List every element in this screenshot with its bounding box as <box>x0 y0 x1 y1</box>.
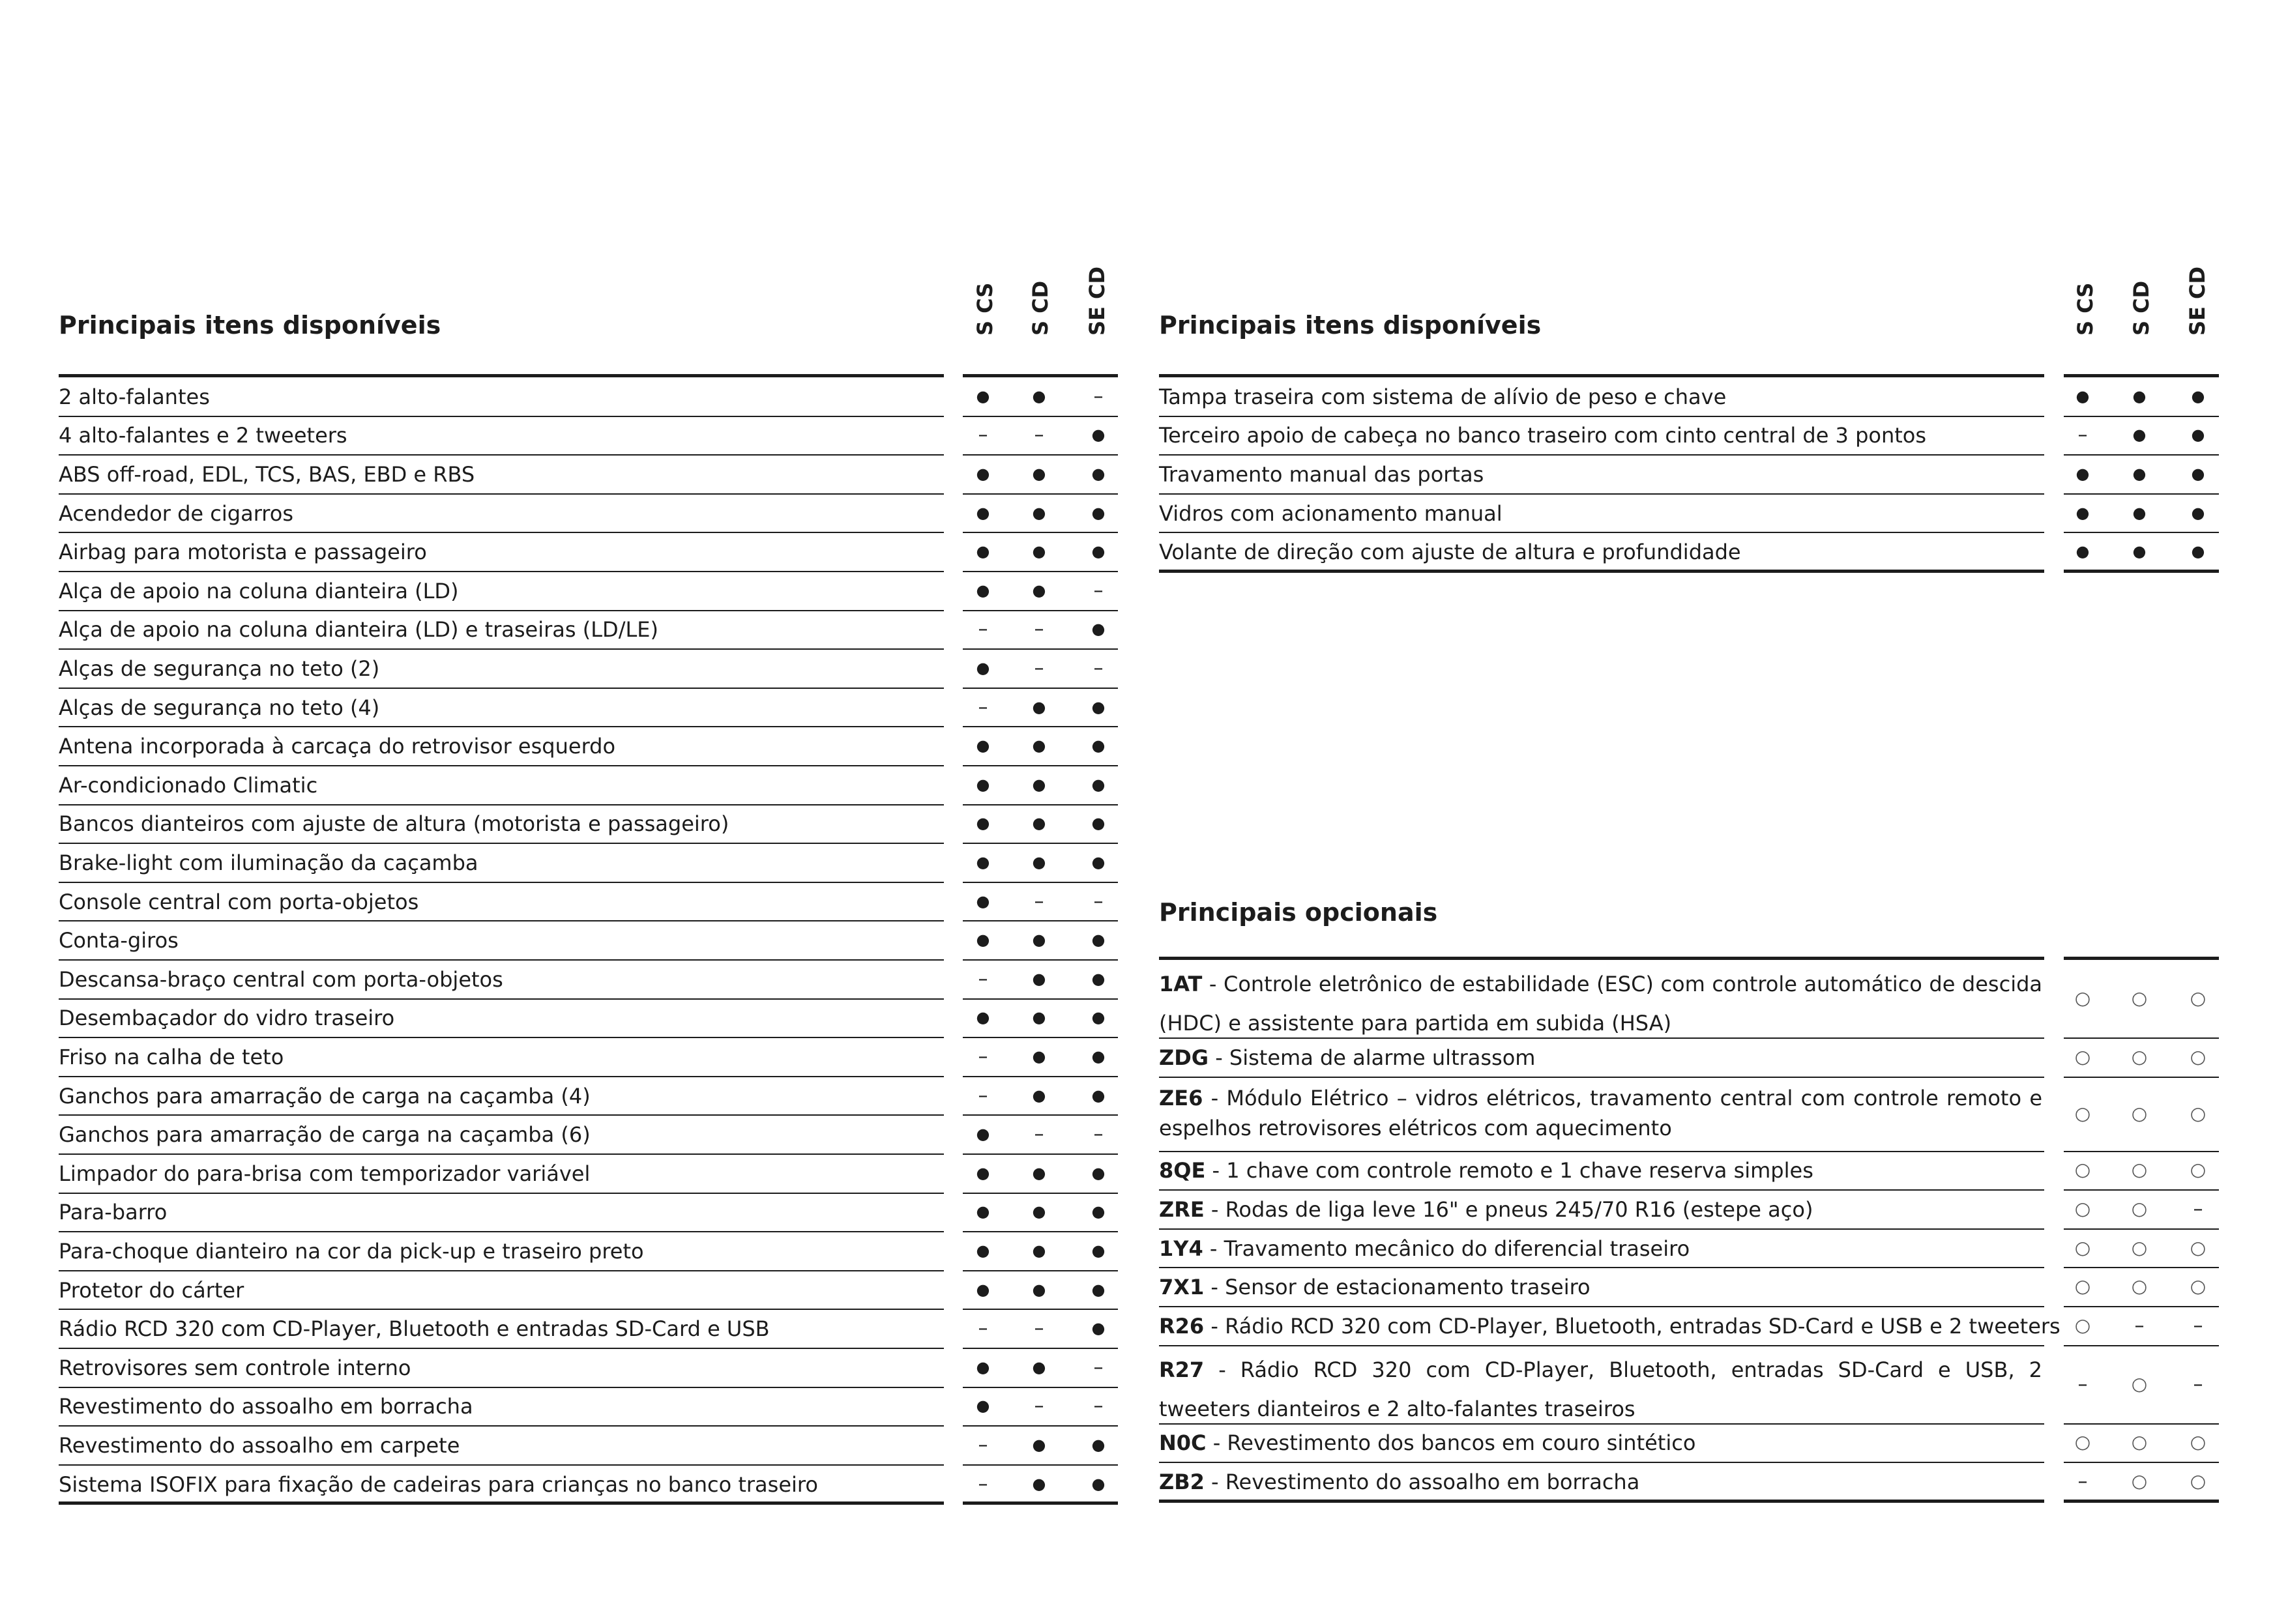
availability-mark: ● <box>1091 1008 1106 1027</box>
availability-mark: ● <box>2132 503 2147 522</box>
option-description: - Sensor de estacionamento traseiro <box>1204 1275 1591 1300</box>
availability-mark: ○ <box>2074 1159 2091 1181</box>
availability-mark: ● <box>1032 1202 1046 1221</box>
availability-mark: – <box>978 1433 988 1457</box>
options-table-row <box>0 1039 2288 1078</box>
option-code: ZDG <box>1159 1045 1209 1070</box>
availability-mark: ● <box>2132 386 2147 405</box>
left-table-row-label: 2 alto-falantes <box>59 384 210 409</box>
left-col-head-1: S CS <box>973 282 997 336</box>
availability-mark: ○ <box>2074 1102 2091 1124</box>
availability-mark: – <box>1034 1317 1044 1341</box>
right-header-rule <box>1159 374 2044 377</box>
availability-mark: ● <box>1032 386 1046 405</box>
availability-mark: – <box>1093 384 1104 408</box>
availability-mark: ● <box>976 892 990 910</box>
availability-mark: – <box>2077 1470 2088 1493</box>
right-table-row <box>0 495 2288 534</box>
option-code: ZB2 <box>1159 1469 1205 1494</box>
options-table-row-label <box>1159 1045 2042 1070</box>
left-table-row <box>0 689 2288 728</box>
availability-mark: ● <box>1032 1241 1046 1260</box>
left-table-row <box>0 727 2288 766</box>
availability-mark: ○ <box>2131 1275 2148 1298</box>
availability-mark: ● <box>1091 697 1106 716</box>
availability-mark: ● <box>1032 1357 1046 1376</box>
option-description: - Controle eletrônico de estabilidade (ESC) com controle automático de descida (HDC) e assistente para partida em subida (HSA) <box>1159 972 2042 1036</box>
left-table-row <box>0 766 2288 805</box>
availability-mark: ● <box>1091 931 1106 950</box>
availability-mark: ○ <box>2074 1197 2091 1219</box>
right-table-row <box>0 456 2288 495</box>
left-table-row-label: Protetor do cárter <box>59 1277 244 1303</box>
options-table-row-label <box>1159 1275 2042 1299</box>
option-code: N0C <box>1159 1430 1207 1456</box>
availability-mark: – <box>1034 890 1044 913</box>
availability-mark: ● <box>976 503 990 522</box>
availability-mark: ● <box>976 852 990 871</box>
option-description: - 1 chave com controle remoto e 1 chave reserva simples <box>1205 1158 1813 1183</box>
availability-mark: ● <box>976 1397 990 1415</box>
availability-mark: ● <box>1091 1319 1106 1338</box>
right-table-row-label: Vidros com acionamento manual <box>1159 500 1503 526</box>
availability-mark: – <box>1093 1395 1104 1418</box>
left-table-row-label: ABS off-road, EDL, TCS, BAS, EBD e RBS <box>59 461 475 487</box>
availability-mark: ● <box>1091 775 1106 794</box>
availability-mark: ● <box>976 1125 990 1144</box>
availability-mark: ● <box>1032 1008 1046 1027</box>
availability-mark: ● <box>1032 464 1046 483</box>
left-table-row-label: Alças de segurança no teto (2) <box>59 656 380 681</box>
availability-mark: ● <box>976 542 990 561</box>
availability-mark: ● <box>976 658 990 677</box>
options-table-row <box>0 1346 2288 1425</box>
row-divider-values <box>963 1501 1118 1505</box>
availability-mark: ● <box>2132 464 2147 483</box>
availability-mark: ○ <box>2074 1431 2091 1453</box>
options-table-row <box>0 1307 2288 1346</box>
left-table-row <box>0 844 2288 883</box>
options-table-row <box>0 961 2288 1039</box>
availability-mark: – <box>2077 1372 2088 1396</box>
availability-mark: – <box>978 1045 988 1068</box>
option-description: - Sistema de alarme ultrassom <box>1209 1045 1536 1070</box>
right-table-row-label: Travamento manual das portas <box>1159 461 1484 487</box>
options-header-rule <box>1159 957 2044 960</box>
availability-mark: ○ <box>2131 1159 2148 1181</box>
availability-mark: ● <box>1032 503 1046 522</box>
options-table-row <box>0 1425 2288 1464</box>
availability-mark: ○ <box>2190 1159 2207 1181</box>
availability-mark: ● <box>1032 1280 1046 1299</box>
availability-mark: ● <box>1091 464 1106 483</box>
availability-mark: – <box>1093 1356 1104 1379</box>
availability-mark: ● <box>2132 426 2147 444</box>
availability-mark: ● <box>976 1008 990 1027</box>
options-table-row <box>0 1191 2288 1230</box>
availability-mark: ● <box>1091 814 1106 833</box>
availability-mark: ● <box>976 1280 990 1299</box>
options-table-row-label <box>1159 1236 2042 1261</box>
left-table-row-label: Friso na calha de teto <box>59 1044 284 1069</box>
left-table-row-label: Sistema ISOFIX para fixação de cadeiras para crianças no banco traseiro <box>59 1472 818 1497</box>
availability-mark: – <box>1034 1123 1044 1146</box>
availability-mark: ○ <box>2131 1470 2148 1492</box>
availability-mark: ● <box>1091 426 1106 444</box>
right-table-row <box>0 533 2288 572</box>
availability-mark: ● <box>1032 1435 1046 1454</box>
availability-mark: – <box>978 1472 988 1496</box>
option-code: 7X1 <box>1159 1275 1205 1300</box>
row-divider-values <box>2064 1500 2219 1503</box>
options-table-row-label <box>1159 1313 2061 1339</box>
left-table-row-label: Alça de apoio na coluna dianteira (LD) e traseiras (LD/LE) <box>59 617 658 643</box>
availability-mark: ○ <box>2131 1045 2148 1067</box>
availability-mark: – <box>978 1317 988 1341</box>
left-table-row-label: Acendedor de cigarros <box>59 500 293 526</box>
availability-mark: ● <box>976 736 990 755</box>
availability-mark: – <box>1093 579 1104 602</box>
availability-mark: ● <box>1091 969 1106 988</box>
availability-mark: – <box>978 424 988 447</box>
availability-mark: – <box>1093 1123 1104 1146</box>
availability-mark: ● <box>976 581 990 600</box>
left-table-row-label: Rádio RCD 320 com CD-Player, Bluetooth e entradas SD-Card e USB <box>59 1316 770 1342</box>
row-divider <box>1159 1500 2044 1503</box>
availability-mark: ● <box>976 814 990 833</box>
availability-mark: ● <box>976 386 990 405</box>
availability-mark: – <box>978 695 988 719</box>
availability-mark: ● <box>1032 736 1046 755</box>
availability-mark: – <box>1034 424 1044 447</box>
option-description: - Rádio RCD 320 com CD-Player, Bluetooth, entradas SD-Card e USB, 2 tweeters dianteiros e 2 alto-falantes traseiros <box>1159 1357 2042 1421</box>
right-table-row <box>0 417 2288 456</box>
availability-mark: ○ <box>2190 1275 2207 1298</box>
options-table-row-label <box>1159 964 2042 1043</box>
availability-mark: ● <box>1091 542 1106 561</box>
availability-mark: ● <box>1032 697 1046 716</box>
availability-mark: ○ <box>2190 1236 2207 1258</box>
availability-mark: ● <box>2075 542 2090 561</box>
option-description: - Módulo Elétrico – vidros elétricos, travamento central com controle remoto e espelhos retrovisores elétricos com aquecimento <box>1159 1085 2042 1140</box>
option-code: ZRE <box>1159 1196 1205 1222</box>
availability-mark: – <box>1093 890 1104 913</box>
availability-mark: ● <box>1091 503 1106 522</box>
option-description: - Travamento mecânico do diferencial traseiro <box>1203 1236 1690 1261</box>
availability-mark: ● <box>976 1357 990 1376</box>
right-col-head-2: S CD <box>2129 280 2154 336</box>
availability-mark: ● <box>1091 1163 1106 1182</box>
availability-mark: ● <box>1091 1047 1106 1066</box>
availability-mark: ● <box>976 1241 990 1260</box>
availability-mark: – <box>2193 1314 2203 1337</box>
options-table-row <box>0 1152 2288 1191</box>
left-table-row-label: Antena incorporada à carcaça do retrovisor esquerdo <box>59 734 616 759</box>
option-code: R27 <box>1159 1357 1205 1382</box>
options-header-rule-values <box>2064 957 2219 960</box>
option-code: ZE6 <box>1159 1085 1203 1110</box>
options-table-row-label <box>1159 1158 2042 1183</box>
availability-mark: ● <box>1091 1086 1106 1105</box>
left-table-row <box>0 805 2288 845</box>
availability-mark: ● <box>1091 736 1106 755</box>
availability-mark: ● <box>2191 542 2205 561</box>
availability-mark: ● <box>1091 620 1106 639</box>
availability-mark: ● <box>976 1202 990 1221</box>
left-table-row-label: Alça de apoio na coluna dianteira (LD) <box>59 578 459 603</box>
option-description: - Rodas de liga leve 16" e pneus 245/70 R16 (estepe aço) <box>1204 1196 1813 1222</box>
availability-mark: ● <box>2075 386 2090 405</box>
availability-mark: ○ <box>2190 1431 2207 1453</box>
option-code: 1AT <box>1159 972 1203 996</box>
left-table-row <box>0 921 2288 961</box>
left-table-row-label: Brake-light com iluminação da caçamba <box>59 850 478 875</box>
availability-mark: ● <box>2191 386 2205 405</box>
availability-mark: – <box>978 1084 988 1107</box>
availability-mark: – <box>1034 618 1044 641</box>
availability-mark: ○ <box>2131 1197 2148 1219</box>
option-code: 1Y4 <box>1159 1236 1203 1261</box>
options-table-row <box>0 1078 2288 1152</box>
options-table-row <box>0 1463 2288 1502</box>
row-divider-values <box>2064 570 2219 573</box>
availability-mark: ● <box>1091 852 1106 871</box>
availability-mark: ● <box>2191 426 2205 444</box>
left-table-row-label: Para-choque dianteiro na cor da pick-up e traseiro preto <box>59 1238 644 1264</box>
availability-mark: – <box>1034 1395 1044 1418</box>
left-table-row-label: Revestimento do assoalho em borracha <box>59 1394 473 1419</box>
availability-mark: ○ <box>2074 1275 2091 1298</box>
availability-mark: ○ <box>2131 1431 2148 1453</box>
availability-mark: ● <box>976 931 990 950</box>
left-table-row-label: Retrovisores sem controle interno <box>59 1355 411 1380</box>
options-table-row-label <box>1159 1197 2042 1222</box>
left-table-row <box>0 650 2288 689</box>
availability-mark: – <box>2193 1197 2203 1221</box>
right-table-row-label: Tampa traseira com sistema de alívio de peso e chave <box>1159 384 1727 409</box>
option-description: - Rádio RCD 320 com CD-Player, Bluetooth, entradas SD-Card e USB e 2 tweeters <box>1204 1313 2061 1339</box>
left-table-row-label: Alças de segurança no teto (4) <box>59 695 380 720</box>
availability-mark: ● <box>1032 775 1046 794</box>
option-code: R26 <box>1159 1313 1205 1339</box>
left-table-row <box>0 572 2288 611</box>
availability-mark: – <box>2134 1314 2145 1337</box>
option-description: - Revestimento do assoalho em borracha <box>1204 1469 1640 1494</box>
availability-mark: ● <box>1091 1474 1106 1493</box>
availability-mark: – <box>1093 656 1104 680</box>
availability-mark: ○ <box>2074 987 2091 1009</box>
availability-mark: ● <box>1032 931 1046 950</box>
availability-mark: ○ <box>2131 987 2148 1009</box>
left-table-row-label: Console central com porta-objetos <box>59 889 419 914</box>
left-table-row-label: Para-barro <box>59 1200 168 1225</box>
left-table-row <box>0 883 2288 922</box>
availability-mark: ○ <box>2190 1470 2207 1492</box>
left-table-row-label: Bancos dianteiros com ajuste de altura (motorista e passageiro) <box>59 811 729 837</box>
availability-mark: – <box>1034 656 1044 680</box>
availability-mark: ● <box>1032 1047 1046 1066</box>
left-table-row-label: Limpador do para-brisa com temporizador variável <box>59 1161 591 1186</box>
availability-mark: ● <box>2075 464 2090 483</box>
left-section-title: Principais itens disponíveis <box>59 311 441 340</box>
row-divider <box>59 1501 944 1505</box>
right-table-row <box>0 378 2288 417</box>
left-table-row-label: Ar-condicionado Climatic <box>59 772 318 798</box>
availability-mark: – <box>978 967 988 991</box>
option-code: 8QE <box>1159 1158 1206 1183</box>
left-table-row-label: 4 alto-falantes e 2 tweeters <box>59 423 347 448</box>
availability-mark: ○ <box>2074 1314 2091 1336</box>
availability-mark: ● <box>1091 1202 1106 1221</box>
left-table-row-label: Revestimento do assoalho em carpete <box>59 1432 460 1458</box>
availability-mark: ● <box>2191 464 2205 483</box>
left-header-rule-values <box>963 374 1118 377</box>
left-table-row-label: Ganchos para amarração de carga na caçamba (6) <box>59 1122 591 1148</box>
left-table-row-label: Ganchos para amarração de carga na caçamba (4) <box>59 1083 591 1109</box>
availability-mark: ○ <box>2190 1102 2207 1124</box>
availability-mark: ● <box>976 464 990 483</box>
options-table-row <box>0 1268 2288 1307</box>
left-table-row <box>0 611 2288 650</box>
right-table-row-label: Terceiro apoio de cabeça no banco traseiro com cinto central de 3 pontos <box>1159 423 1927 448</box>
left-table-row-label: Descansa-braço central com porta-objetos <box>59 966 503 992</box>
availability-mark: – <box>978 618 988 641</box>
availability-mark: ● <box>1032 1086 1046 1105</box>
availability-mark: ● <box>1032 1474 1046 1493</box>
availability-mark: ○ <box>2190 987 2207 1009</box>
availability-mark: ● <box>2191 503 2205 522</box>
option-description: - Revestimento dos bancos em couro sintético <box>1206 1430 1696 1456</box>
left-col-head-2: S CD <box>1028 280 1053 336</box>
availability-mark: ● <box>976 1163 990 1182</box>
availability-mark: ● <box>1032 1163 1046 1182</box>
options-table-row <box>0 1230 2288 1269</box>
left-table-row-label: Conta-giros <box>59 928 179 953</box>
availability-mark: ○ <box>2131 1372 2148 1395</box>
options-table-row-label <box>1159 1470 2042 1494</box>
availability-mark: ● <box>1091 1241 1106 1260</box>
right-col-head-3: SE CD <box>2185 266 2210 336</box>
availability-mark: – <box>2193 1372 2203 1396</box>
availability-mark: ● <box>1091 1280 1106 1299</box>
availability-mark: ● <box>1032 581 1046 600</box>
left-table-row-label: Airbag para motorista e passageiro <box>59 540 427 565</box>
availability-mark: ○ <box>2131 1102 2148 1124</box>
availability-mark: ● <box>1032 852 1046 871</box>
availability-mark: ● <box>976 775 990 794</box>
options-table-row-label <box>1159 1083 2042 1143</box>
right-col-head-1: S CS <box>2073 282 2098 336</box>
availability-mark: ● <box>2132 542 2147 561</box>
availability-mark: ○ <box>2131 1236 2148 1258</box>
availability-mark: ● <box>1032 969 1046 988</box>
row-divider <box>1159 570 2044 573</box>
availability-mark: – <box>2077 424 2088 447</box>
availability-mark: ● <box>2075 503 2090 522</box>
availability-mark: ○ <box>2074 1236 2091 1258</box>
availability-mark: ● <box>1091 1435 1106 1454</box>
availability-mark: ○ <box>2074 1045 2091 1067</box>
availability-mark: ● <box>1032 542 1046 561</box>
right-section-title: Principais itens disponíveis <box>1159 311 1542 340</box>
left-header-rule <box>59 374 944 377</box>
options-section-title: Principais opcionais <box>1159 898 1438 927</box>
availability-mark: ○ <box>2190 1045 2207 1067</box>
options-table-row-label <box>1159 1350 2042 1428</box>
availability-mark: ● <box>1032 814 1046 833</box>
right-table-row-label: Volante de direção com ajuste de altura e profundidade <box>1159 540 1741 565</box>
right-header-rule-values <box>2064 374 2219 377</box>
left-col-head-3: SE CD <box>1085 266 1109 336</box>
left-table-row-label: Desembaçador do vidro traseiro <box>59 1006 395 1031</box>
options-table-row-label <box>1159 1430 2042 1455</box>
